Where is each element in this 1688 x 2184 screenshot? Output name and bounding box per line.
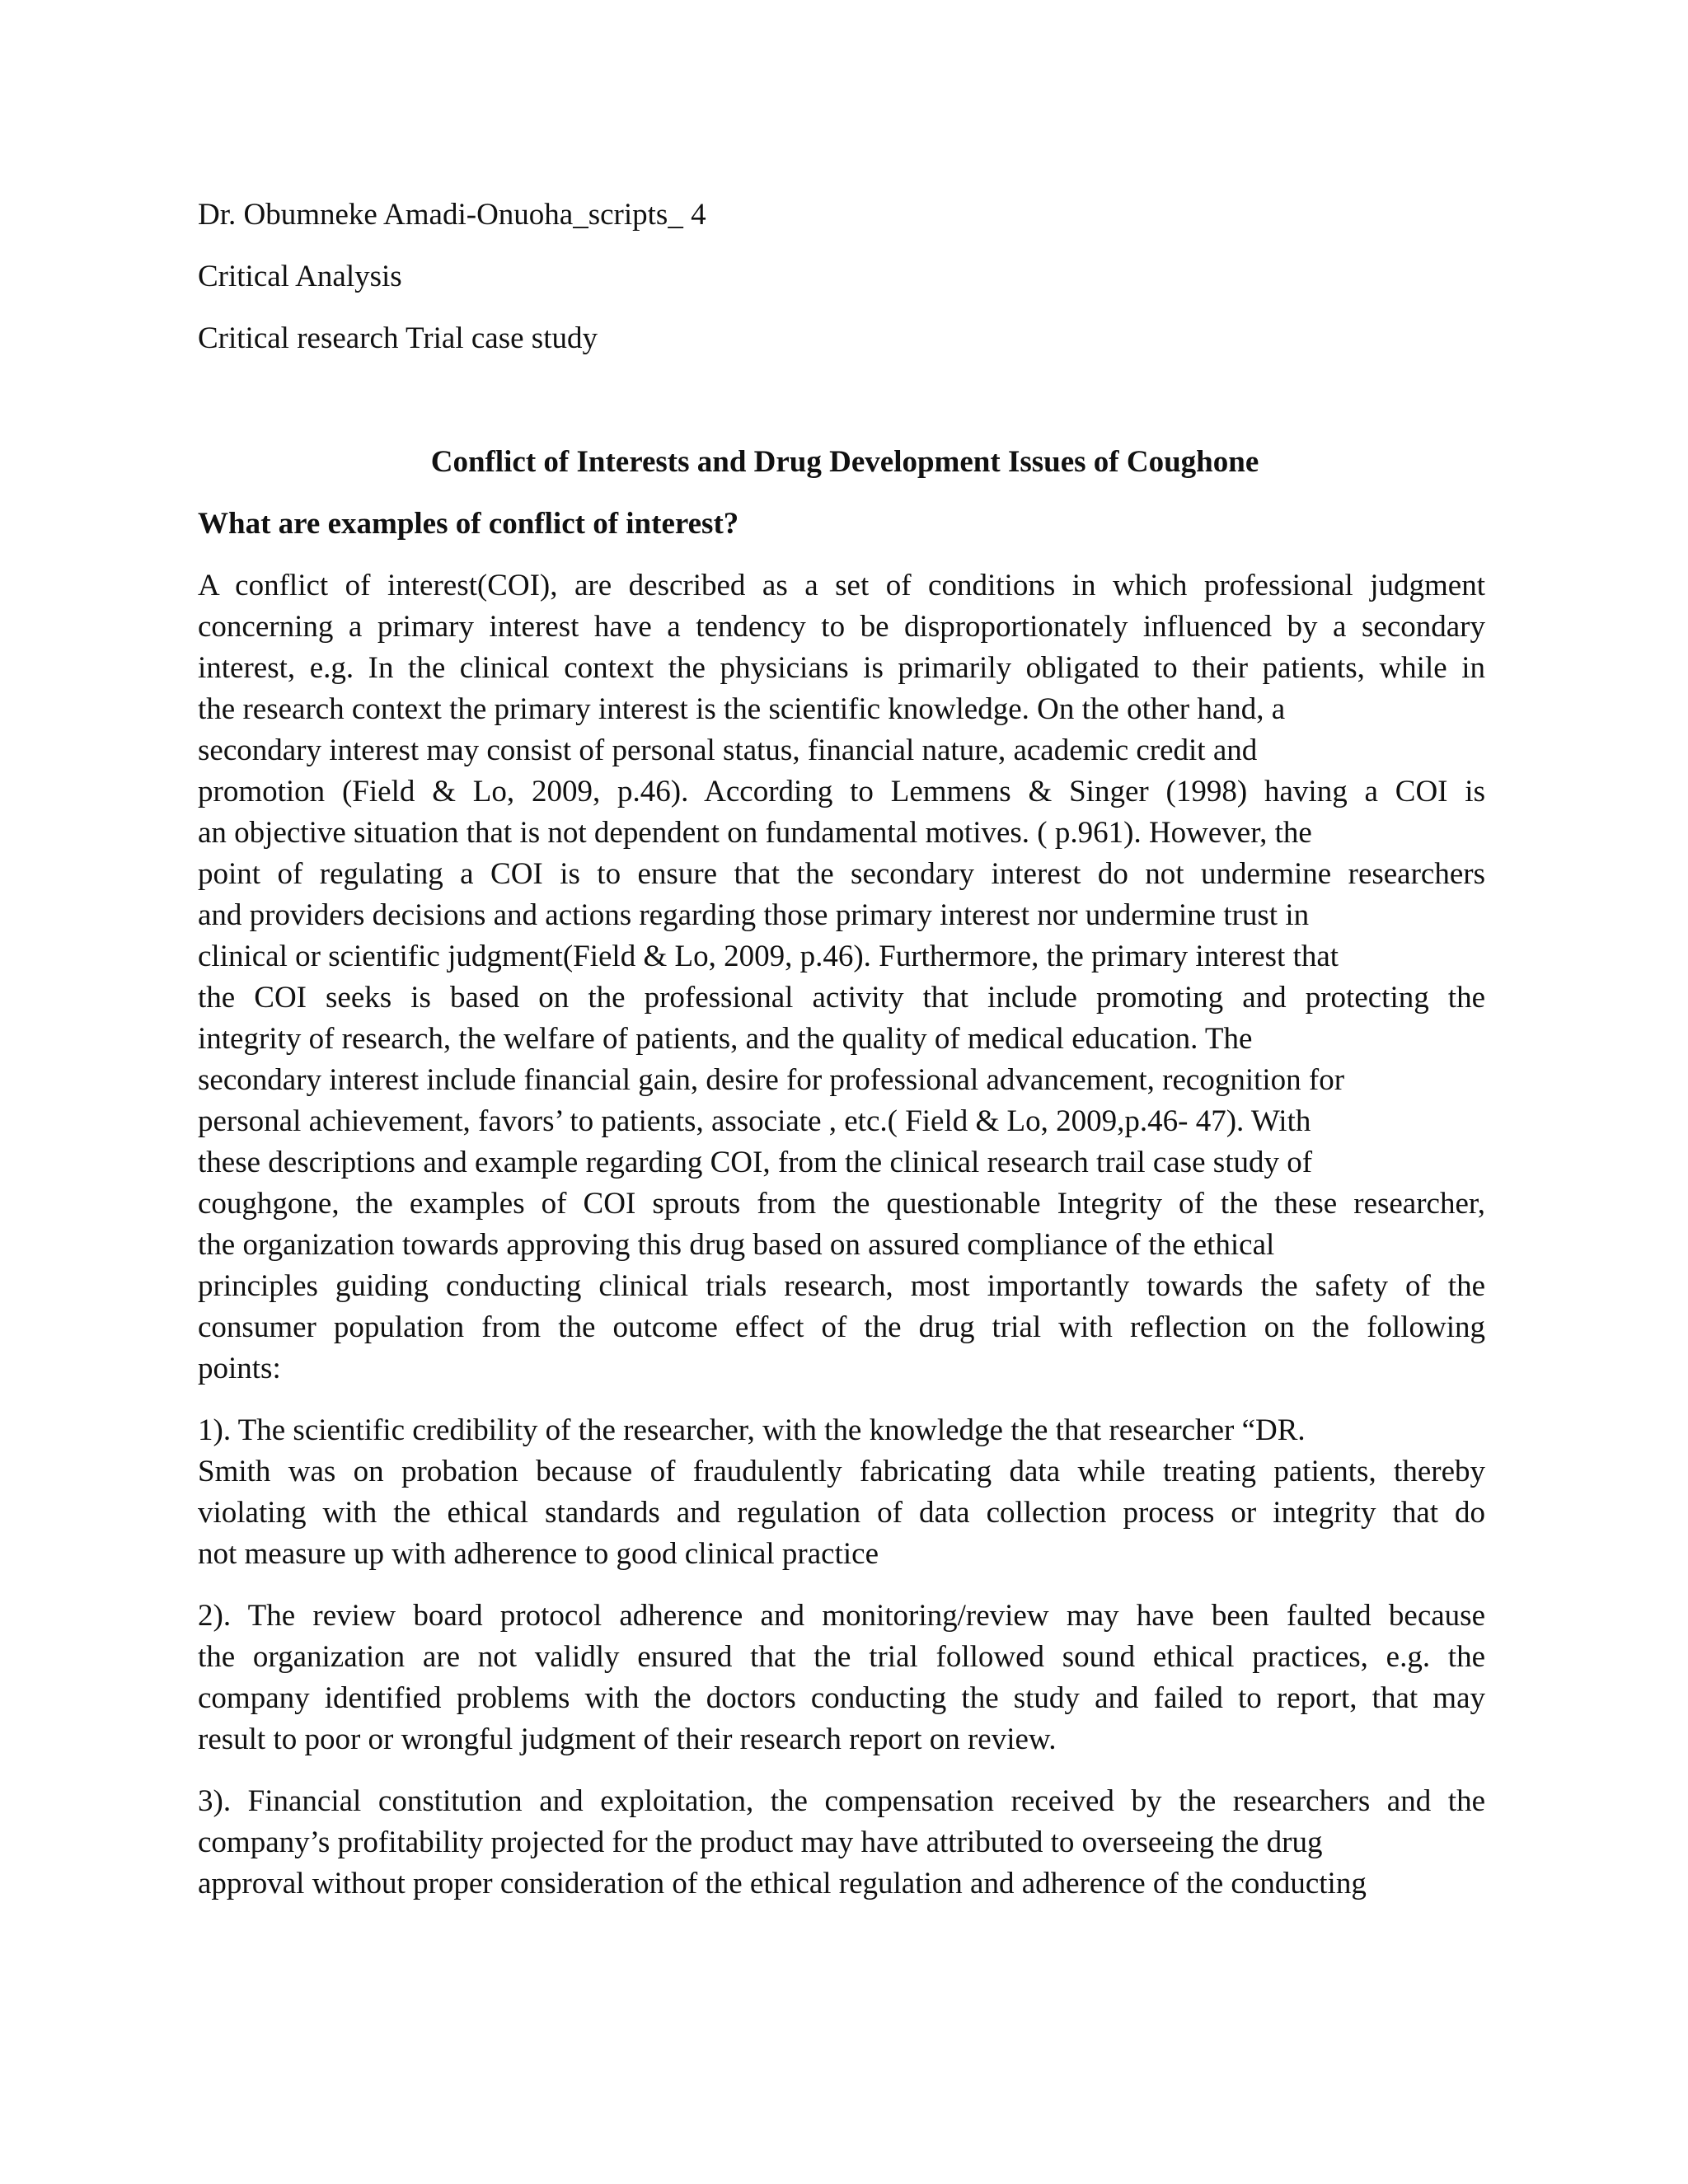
text-line: points:	[198, 1352, 281, 1385]
text-line: coughgone, the examples of COI sprouts from the questionable Integrity of the these researcher,	[198, 1187, 1485, 1221]
paragraph	[198, 1781, 1492, 1905]
text-line: consumer population from the outcome effect of the drug trial with reflection on the following	[198, 1310, 1485, 1344]
text-line: A conflict of interest(COI), are described as a set of conditions in which professional judgment	[198, 569, 1485, 602]
text-line: principles guiding conducting clinical trials research, most importantly towards the safety of the	[198, 1269, 1485, 1303]
paragraph	[198, 565, 1492, 1390]
text-line: 1). The scientific credibility of the researcher, with the knowledge the that researcher “DR.	[198, 1413, 1306, 1447]
text-line: concerning a primary interest have a tendency to be disproportionately influenced by a secondary	[198, 610, 1485, 644]
text-line: result to poor or wrongful judgment of their research report on review.	[198, 1722, 1057, 1756]
text-line: promotion (Field & Lo, 2009, p.46). According to Lemmens & Singer (1998) having a COI is	[198, 775, 1485, 808]
text-line: clinical or scientific judgment(Field & Lo, 2009, p.46). Furthermore, the primary interest that	[198, 940, 1339, 973]
text-line: 3). Financial constitution and exploitation, the compensation received by the researchers and the	[198, 1784, 1485, 1818]
text-line: company identified problems with the doctors conducting the study and failed to report, that may	[198, 1681, 1485, 1715]
text-line: these descriptions and example regarding COI, from the clinical research trail case study of	[198, 1146, 1313, 1179]
section-heading: What are examples of conflict of interest?	[198, 507, 739, 541]
paragraph	[198, 1410, 1492, 1575]
document-page	[198, 194, 1492, 1925]
text-line: the organization are not validly ensured that the trial followed sound ethical practices, e.g. the	[198, 1640, 1485, 1674]
author-line: Dr. Obumneke Amadi-Onuoha_scripts_ 4	[198, 198, 706, 232]
text-line: integrity of research, the welfare of patients, and the quality of medical education. The	[198, 1022, 1253, 1056]
document-title: Conflict of Interests and Drug Development Issues of Coughone	[430, 445, 1259, 479]
course-line: Critical Analysis	[198, 260, 402, 293]
text-line: the research context the primary interest is the scientific knowledge. On the other hand, a	[198, 692, 1286, 726]
text-line: the COI seeks is based on the professional activity that include promoting and protecting the	[198, 981, 1485, 1015]
text-line: an objective situation that is not dependent on fundamental motives. ( p.961). However, the	[198, 816, 1312, 850]
paragraph	[198, 1596, 1492, 1760]
text-line: personal achievement, favors’ to patients, associate , etc.( Field & Lo, 2009,p.46- 47). With	[198, 1104, 1311, 1138]
text-line: company’s profitability projected for the product may have attributed to overseeing the drug	[198, 1825, 1323, 1859]
text-line: approval without proper consideration of the ethical regulation and adherence of the conducting	[198, 1867, 1367, 1900]
text-line: secondary interest may consist of personal status, financial nature, academic credit and	[198, 733, 1258, 767]
text-line: interest, e.g. In the clinical context the physicians is primarily obligated to their patients, while in	[198, 651, 1485, 685]
text-line: the organization towards approving this drug based on assured compliance of the ethical	[198, 1228, 1275, 1262]
body-text	[198, 565, 1492, 1905]
text-line: secondary interest include financial gain, desire for professional advancement, recognition for	[198, 1063, 1345, 1097]
text-line: Smith was on probation because of fraudulently fabricating data while treating patients, thereby	[198, 1455, 1485, 1488]
text-line: not measure up with adherence to good clinical practice	[198, 1537, 879, 1571]
text-line: point of regulating a COI is to ensure that the secondary interest do not undermine researchers	[198, 857, 1485, 891]
text-line: 2). The review board protocol adherence and monitoring/review may have been faulted because	[198, 1599, 1485, 1633]
text-line: and providers decisions and actions regarding those primary interest nor undermine trust in	[198, 898, 1310, 932]
topic-line: Critical research Trial case study	[198, 321, 598, 355]
text-line: violating with the ethical standards and regulation of data collection process or integrity that do	[198, 1496, 1485, 1530]
